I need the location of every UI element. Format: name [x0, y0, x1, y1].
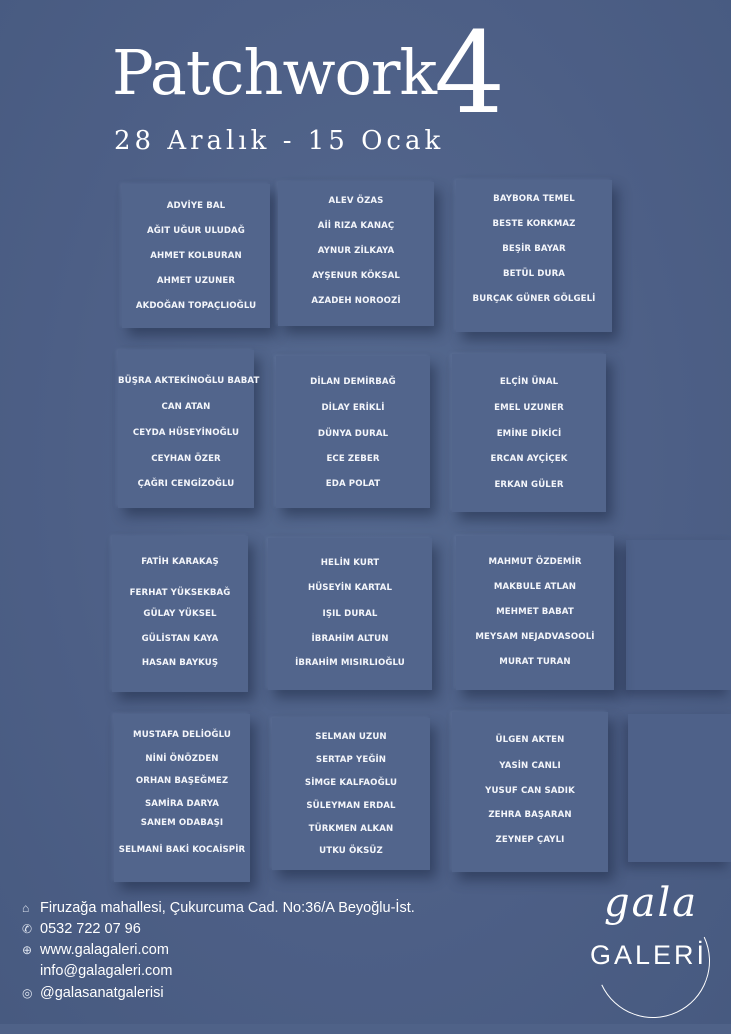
globe-icon: ⊕ — [22, 943, 33, 957]
artist-name: BÜŞRA AKTEKİNOĞLU BABAT — [118, 376, 260, 386]
artist-name: FATİH KARAKAŞ — [141, 557, 219, 567]
artist-card-5 — [276, 356, 430, 508]
artist-name: DİLAN DEMİRBAĞ — [310, 377, 396, 387]
artist-card-4 — [118, 350, 260, 508]
artist-name: AZADEH NOROOZİ — [311, 296, 401, 306]
exhibition-number: 4 — [434, 9, 506, 139]
artist-card-7 — [112, 536, 248, 692]
edge-card — [626, 540, 731, 690]
artist-name: EMİNE DİKİCİ — [496, 429, 562, 439]
artist-name: ÇAĞRI CENGİZOĞLU — [137, 479, 235, 489]
artist-name: HÜSEYİN KARTAL — [307, 583, 393, 593]
email-line[interactable] — [22, 963, 172, 979]
artist-name: YASİN CANLI — [499, 761, 561, 771]
artist-name: ERKAN GÜLER — [494, 480, 564, 490]
artist-name: Aİİ RIZA KANAÇ — [317, 221, 395, 231]
exhibition-title: Patchwork — [112, 36, 437, 109]
artist-name: IŞIL DURAL — [322, 609, 378, 619]
phone-text: 0532 722 07 96 — [40, 921, 141, 937]
artist-name: GÜLAY YÜKSEL — [143, 609, 217, 619]
instagram-line[interactable] — [22, 985, 164, 1001]
artist-name: DÜNYA DURAL — [317, 429, 389, 439]
artist-name: ADVİYE BAL — [166, 201, 226, 211]
artist-card-11 — [272, 718, 430, 870]
artist-name: ÜLGEN AKTEN — [495, 735, 565, 745]
artist-name: ERCAN AYÇİÇEK — [490, 454, 568, 464]
artist-name: SÜLEYMAN ERDAL — [306, 801, 396, 811]
artist-name: SAMİRA DARYA — [144, 799, 220, 809]
artist-name: EDA POLAT — [325, 479, 381, 489]
artist-name: HELİN KURT — [320, 558, 380, 568]
artist-name: MURAT TURAN — [499, 657, 571, 667]
artist-name: ZEHRA BAŞARAN — [488, 810, 572, 820]
artist-card-10 — [114, 714, 250, 882]
artist-name: BETÜL DURA — [502, 269, 566, 279]
artist-card-8 — [268, 538, 432, 690]
artist-name: AYŞENUR KÖKSAL — [312, 271, 400, 281]
artist-name: MAHMUT ÖZDEMİR — [488, 557, 582, 567]
artist-card-6 — [452, 354, 606, 512]
artist-name: TÜRKMEN ALKAN — [308, 824, 394, 834]
website-link[interactable]: www.galagaleri.com — [40, 942, 169, 958]
artist-name: ALEV ÖZAS — [328, 196, 384, 206]
artist-name: AYNUR ZİLKAYA — [317, 246, 395, 256]
artist-name: SERTAP YEĞİN — [315, 755, 387, 765]
address-text: Firuzağa mahallesi, Çukurcuma Cad. No:36/A Beyoğlu-İst. — [40, 900, 415, 916]
artist-name: GÜLİSTAN KAYA — [141, 634, 219, 644]
address-line — [22, 900, 415, 916]
artist-name: AHMET KOLBURAN — [150, 251, 242, 261]
logo-script-text: gala — [604, 880, 699, 926]
home-icon: ⌂ — [22, 901, 30, 915]
logo-word-text: GALERİ — [590, 940, 708, 970]
artist-name: ECE ZEBER — [326, 454, 380, 464]
artist-card-12 — [452, 712, 608, 872]
instagram-icon: ◎ — [22, 986, 33, 1000]
artist-name: BURÇAK GÜNER GÖLGELİ — [472, 294, 596, 304]
artist-name: AKDOĞAN TOPAÇLIOĞLU — [135, 301, 257, 311]
artist-card-2 — [278, 182, 434, 326]
artist-name: MUSTAFA DELİOĞLU — [133, 730, 231, 740]
artist-name: İBRAHİM MISIRLIOĞLU — [295, 658, 405, 668]
artist-card-3 — [456, 180, 612, 332]
artist-name: MEYSAM NEJADVASOOLİ — [475, 632, 595, 642]
artist-name: YUSUF CAN SADIK — [485, 786, 575, 796]
artist-name: SELMAN UZUN — [315, 732, 387, 742]
artist-name: HASAN BAYKUŞ — [141, 658, 219, 668]
artist-name: CEYHAN ÖZER — [151, 454, 221, 464]
artist-card-1 — [122, 184, 270, 328]
artist-name: CAN ATAN — [161, 402, 211, 412]
artist-name: CEYDA HÜSEYİNOĞLU — [132, 428, 240, 438]
artist-name: NİNİ ÖNÖZDEN — [145, 754, 219, 764]
artist-name: SELMANİ BAKİ KOCAİSPİR — [118, 845, 246, 855]
artist-card-9 — [456, 536, 614, 690]
email-link[interactable]: info@galagaleri.com — [40, 963, 173, 979]
artist-name: BESTE KORKMAZ — [492, 219, 576, 229]
artist-name: ZEYNEP ÇAYLI — [495, 835, 565, 845]
artist-name: SANEM ODABAŞI — [140, 818, 224, 828]
artist-name: DİLAY ERİKLİ — [321, 403, 385, 413]
artist-name: ELÇİN ÜNAL — [499, 377, 559, 387]
exhibition-dates: 28 Aralık - 15 Ocak — [114, 126, 445, 156]
artist-name: UTKU ÖKSÜZ — [319, 846, 383, 856]
phone-icon: ✆ — [22, 922, 33, 936]
website-line[interactable] — [22, 942, 169, 958]
artist-name: İBRAHİM ALTUN — [311, 634, 389, 644]
artist-name: AĞIT UĞUR ULUDAĞ — [147, 226, 245, 236]
phone-line[interactable] — [22, 921, 141, 937]
artist-name: MAKBULE ATLAN — [493, 582, 577, 592]
artist-name: AHMET UZUNER — [156, 276, 236, 286]
artist-name: BEŞİR BAYAR — [502, 244, 566, 254]
artist-name: BAYBORA TEMEL — [493, 194, 575, 204]
artist-name: ORHAN BAŞEĞMEZ — [135, 776, 229, 786]
artist-name: SİMGE KALFAOĞLU — [304, 778, 398, 788]
instagram-link[interactable]: @galasanatgalerisi — [40, 985, 164, 1001]
artist-name: FERHAT YÜKSEKBAĞ — [129, 588, 231, 598]
edge-card — [628, 714, 731, 862]
artist-name: MEHMET BABAT — [496, 607, 574, 617]
artist-name: EMEL UZUNER — [494, 403, 564, 413]
